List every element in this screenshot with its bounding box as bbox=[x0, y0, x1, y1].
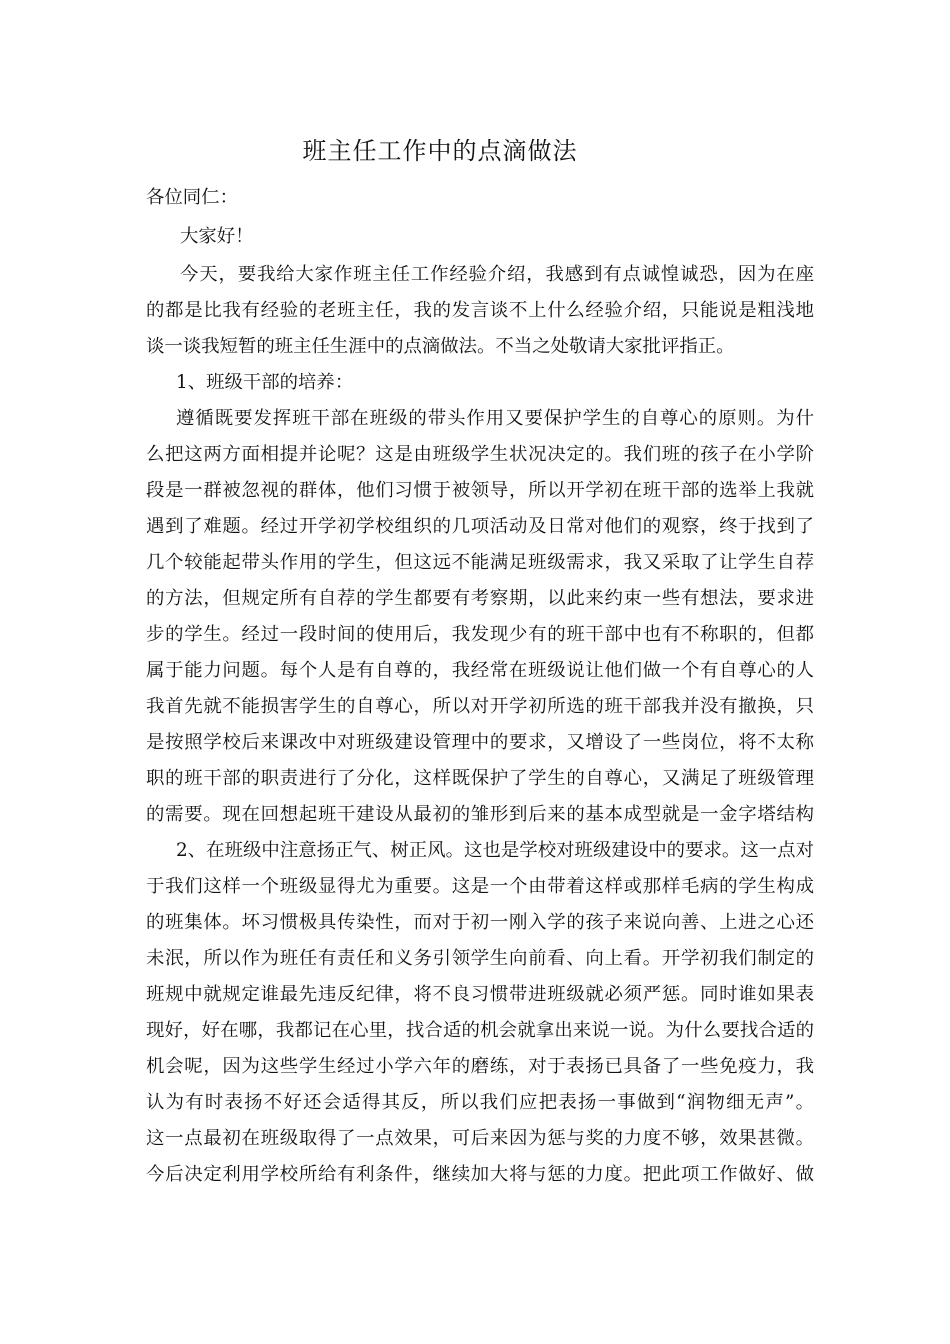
paragraph-line: 属于能力问题。每个人是有自尊的，我经常在班级说让他们做一个有自尊心的人 bbox=[146, 660, 814, 681]
section-paragraph-start: 2、在班级中注意扬正气、树正风。这也是学校对班级建设中的要求。这一点对 bbox=[176, 840, 814, 861]
paragraph-line: 今天，要我给大家作班主任工作经验介绍，我感到有点诚惶诚恐，因为在座 bbox=[180, 264, 814, 285]
document-title: 班主任工作中的点滴做法 bbox=[302, 137, 578, 165]
paragraph-line: 的都是比我有经验的老班主任，我的发言谈不上什么经验介绍，只能说是粗浅地 bbox=[146, 300, 814, 321]
paragraph-line: 我首先就不能损害学生的自尊心，所以对开学初所选的班干部我并没有撤换，只 bbox=[146, 696, 814, 717]
paragraph-line: 机会呢，因为这些学生经过小学六年的磨练，对于表扬已具备了一些免疫力，我 bbox=[146, 1056, 814, 1077]
paragraph-line: 遵循既要发挥班干部在班级的带头作用又要保护学生的自尊心的原则。为什 bbox=[176, 408, 814, 429]
section-heading: 1、班级干部的培养： bbox=[176, 372, 354, 393]
paragraph-line: 于我们这样一个班级显得尤为重要。这是一个由带着这样或那样毛病的学生构成 bbox=[146, 876, 814, 897]
paragraph-line: 步的学生。经过一段时间的使用后，我发现少有的班干部中也有不称职的，但都 bbox=[146, 624, 814, 645]
paragraph-line: 现好，好在哪，我都记在心里，找合适的机会就拿出来说一说。为什么要找合适的 bbox=[146, 1020, 814, 1041]
paragraph-line: 认为有时表扬不好还会适得其反，所以我们应把表扬一事做到“润物细无声”。 bbox=[146, 1092, 814, 1113]
paragraph-line: 么把这两方面相提并论呢？这是由班级学生状况决定的。我们班的孩子在小学阶 bbox=[146, 444, 814, 465]
paragraph-line: 班规中就规定谁最先违反纪律，将不良习惯带进班级就必须严惩。同时谁如果表 bbox=[146, 984, 814, 1005]
salutation: 各位同仁： bbox=[146, 187, 238, 208]
paragraph-line: 几个较能起带头作用的学生，但这远不能满足班级需求，我又采取了让学生自荐 bbox=[146, 552, 814, 573]
paragraph-line: 的需要。现在回想起班干建设从最初的雏形到后来的基本成型就是一金字塔结构 bbox=[146, 804, 814, 825]
paragraph-line: 这一点最初在班级取得了一点效果，可后来因为惩与奖的力度不够，效果甚微。 bbox=[146, 1128, 814, 1149]
paragraph-line: 的方法，但规定所有自荐的学生都要有考察期，以此来约束一些有想法，要求进 bbox=[146, 588, 814, 609]
paragraph-line: 未泯，所以作为班任有责任和义务引领学生向前看、向上看。开学初我们制定的 bbox=[146, 948, 814, 969]
paragraph-line: 谈一谈我短暂的班主任生涯中的点滴做法。不当之处敬请大家批评指正。 bbox=[146, 336, 735, 357]
greeting: 大家好！ bbox=[180, 226, 254, 247]
paragraph-line: 段是一群被忽视的群体，他们习惯于被领导，所以开学初在班干部的选举上我就 bbox=[146, 480, 814, 501]
paragraph-line: 的班集体。坏习惯极具传染性，而对于初一刚入学的孩子来说向善、上进之心还 bbox=[146, 912, 814, 933]
paragraph-line: 职的班干部的职责进行了分化，这样既保护了学生的自尊心，又满足了班级管理 bbox=[146, 768, 814, 789]
paragraph-line: 是按照学校后来课改中对班级建设管理中的要求，又增设了一些岗位，将不太称 bbox=[146, 732, 814, 753]
paragraph-line: 今后决定利用学校所给有利条件，继续加大将与惩的力度。把此项工作做好、做 bbox=[146, 1164, 814, 1185]
paragraph-line: 遇到了难题。经过开学初学校组织的几项活动及日常对他们的观察，终于找到了 bbox=[146, 516, 814, 537]
